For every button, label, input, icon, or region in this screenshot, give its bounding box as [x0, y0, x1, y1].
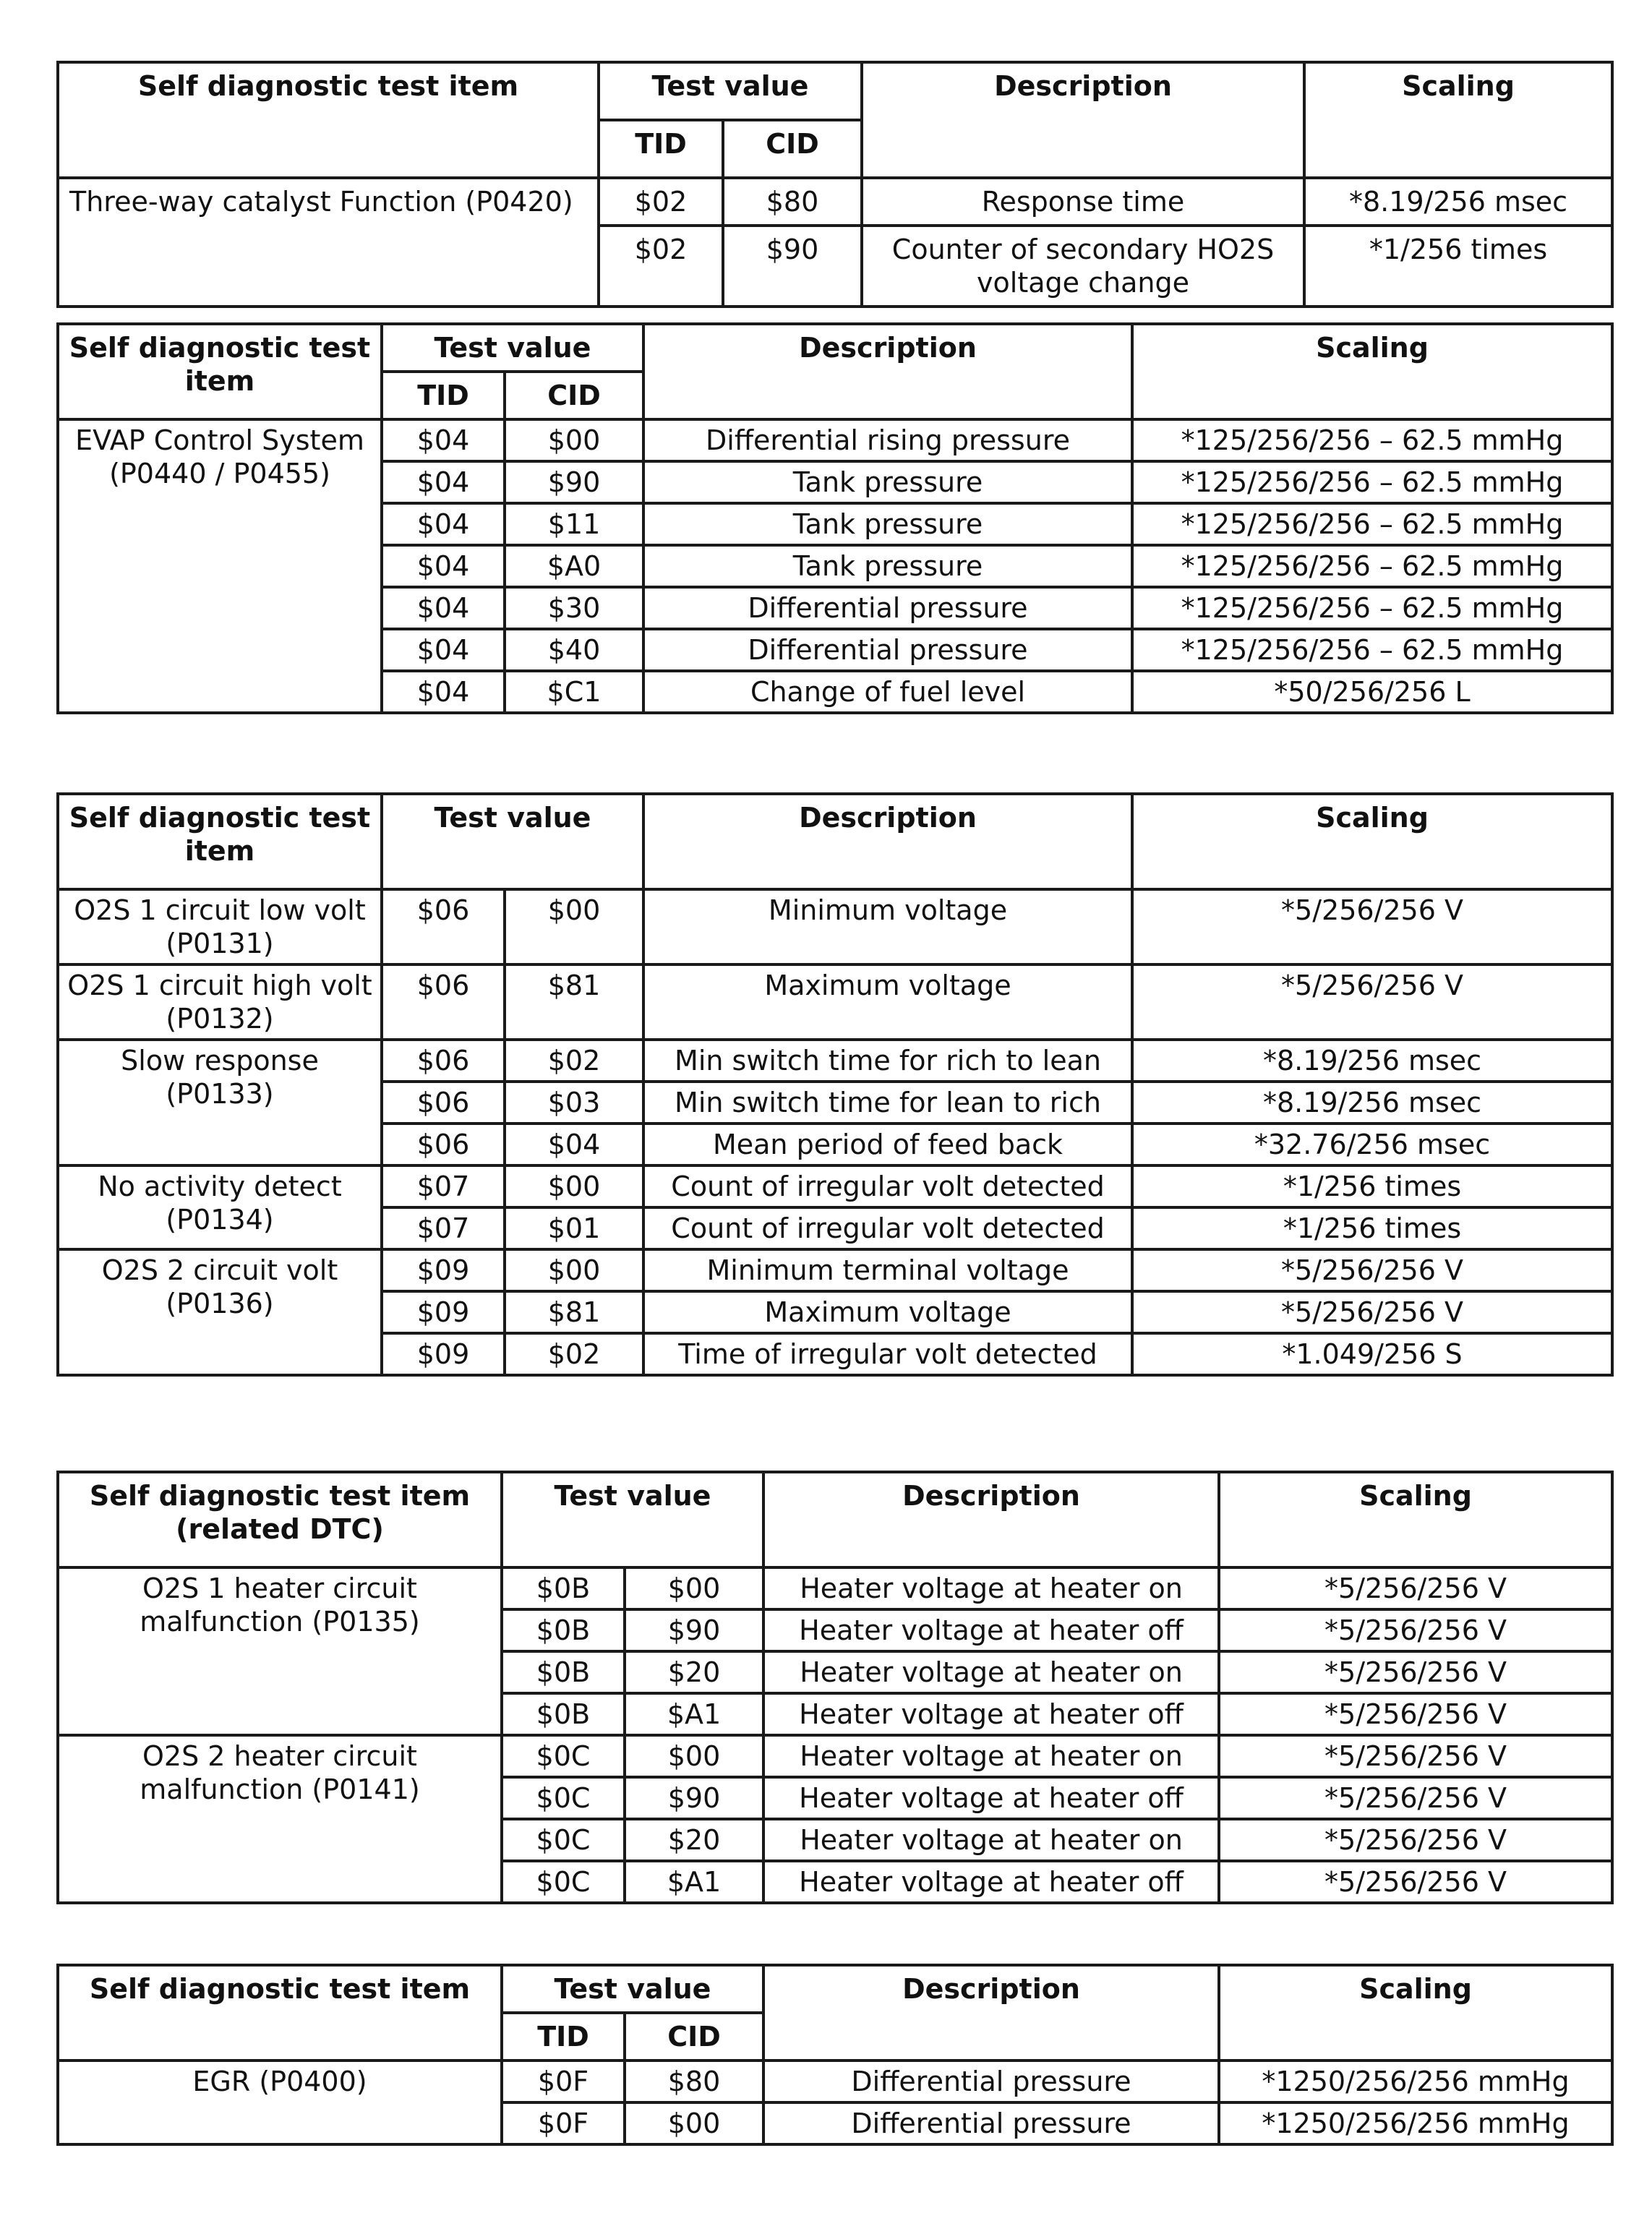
header-tid: TID [599, 120, 723, 178]
diagnostic-table-catalyst [56, 61, 1614, 308]
description-cell: Tank pressure [643, 545, 1132, 587]
header-cid: CID [625, 2013, 763, 2060]
diagnostic-table-heater [56, 1471, 1614, 1904]
description-cell: Count of irregular volt detected [643, 1207, 1132, 1249]
header-test-value: Test value [382, 794, 643, 889]
scaling-cell: *5/256/256 V [1219, 1861, 1612, 1903]
cid-cell: $80 [625, 2060, 763, 2102]
tid-cell: $07 [382, 1207, 505, 1249]
test-item-cell: O2S 1 circuit low volt (P0131) [58, 889, 382, 964]
header-test-value: Test value [599, 62, 862, 120]
tid-cell: $06 [382, 1082, 505, 1124]
scaling-cell: *5/256/256 V [1219, 1693, 1612, 1735]
scaling-cell: *1.049/256 S [1132, 1333, 1612, 1375]
tid-cell: $04 [382, 419, 505, 461]
tid-cell: $04 [382, 503, 505, 545]
description-cell: Heater voltage at heater off [763, 1861, 1219, 1903]
scaling-cell: *5/256/256 V [1219, 1777, 1612, 1819]
header-cid: CID [505, 372, 643, 419]
tid-cell: $0B [502, 1567, 625, 1609]
cid-cell: $81 [505, 964, 643, 1040]
tid-cell: $09 [382, 1291, 505, 1333]
description-cell: Count of irregular volt detected [643, 1165, 1132, 1207]
description-cell: Heater voltage at heater on [763, 1819, 1219, 1861]
scaling-cell: *50/256/256 L [1132, 671, 1612, 713]
description-cell: Differential pressure [763, 2102, 1219, 2144]
test-item-cell: Three-way catalyst Function (P0420) [58, 178, 599, 307]
cid-cell: $20 [625, 1819, 763, 1861]
tid-cell: $0B [502, 1651, 625, 1693]
header-test-item: Self diagnostic test item [58, 1965, 502, 2060]
tid-cell: $0C [502, 1735, 625, 1777]
scaling-cell: *5/256/256 V [1219, 1609, 1612, 1651]
scaling-cell: *5/256/256 V [1219, 1735, 1612, 1777]
scaling-cell: *5/256/256 V [1132, 1291, 1612, 1333]
description-cell: Min switch time for rich to lean [643, 1040, 1132, 1082]
test-item-cell: EVAP Control System (P0440 / P0455) [58, 419, 382, 713]
cid-cell: $00 [625, 1567, 763, 1609]
scaling-cell: *125/256/256 – 62.5 mmHg [1132, 587, 1612, 629]
description-cell: Min switch time for lean to rich [643, 1082, 1132, 1124]
header-tid: TID [382, 372, 505, 419]
header-scaling: Scaling [1304, 62, 1612, 178]
diagnostic-table-evap [56, 322, 1614, 714]
cid-cell: $90 [625, 1777, 763, 1819]
header-scaling: Scaling [1132, 324, 1612, 419]
header-scaling: Scaling [1132, 794, 1612, 889]
cid-cell: $00 [505, 1249, 643, 1291]
header-description: Description [643, 324, 1132, 419]
cid-cell: $00 [505, 1165, 643, 1207]
description-cell: Heater voltage at heater on [763, 1567, 1219, 1609]
scaling-cell: *8.19/256 msec [1132, 1082, 1612, 1124]
header-description: Description [643, 794, 1132, 889]
header-test-value: Test value [502, 1965, 763, 2013]
scaling-cell: *125/256/256 – 62.5 mmHg [1132, 545, 1612, 587]
scaling-cell: *5/256/256 V [1132, 889, 1612, 964]
tid-cell: $04 [382, 587, 505, 629]
description-cell: Response time [862, 178, 1304, 226]
scaling-cell: *5/256/256 V [1132, 1249, 1612, 1291]
test-item-cell: O2S 1 circuit high volt (P0132) [58, 964, 382, 1040]
description-cell: Heater voltage at heater off [763, 1777, 1219, 1819]
description-cell: Minimum voltage [643, 889, 1132, 964]
cid-cell: $A1 [625, 1861, 763, 1903]
tid-cell: $0B [502, 1693, 625, 1735]
test-item-cell: Slow response (P0133) [58, 1040, 382, 1165]
tid-cell: $04 [382, 629, 505, 671]
cid-cell: $01 [505, 1207, 643, 1249]
scaling-cell: *5/256/256 V [1132, 964, 1612, 1040]
cid-cell: $00 [505, 419, 643, 461]
cid-cell: $C1 [505, 671, 643, 713]
scaling-cell: *1/256 times [1304, 226, 1612, 307]
test-item-cell: O2S 1 heater circuit malfunction (P0135) [58, 1567, 502, 1735]
scaling-cell: *1250/256/256 mmHg [1219, 2060, 1612, 2102]
description-cell: Heater voltage at heater on [763, 1735, 1219, 1777]
cid-cell: $A0 [505, 545, 643, 587]
description-cell: Tank pressure [643, 461, 1132, 503]
description-cell: Tank pressure [643, 503, 1132, 545]
tid-cell: $09 [382, 1333, 505, 1375]
diagnostic-table-o2s [56, 792, 1614, 1377]
scaling-cell: *125/256/256 – 62.5 mmHg [1132, 629, 1612, 671]
description-cell: Counter of secondary HO2S voltage change [862, 226, 1304, 307]
diagnostic-table-egr [56, 1964, 1614, 2146]
tid-cell: $09 [382, 1249, 505, 1291]
cid-cell: $80 [723, 178, 862, 226]
description-cell: Heater voltage at heater on [763, 1651, 1219, 1693]
tid-cell: $0B [502, 1609, 625, 1651]
scaling-cell: *1/256 times [1132, 1165, 1612, 1207]
tid-cell: $06 [382, 1124, 505, 1165]
header-description: Description [763, 1965, 1219, 2060]
description-cell: Differential pressure [643, 629, 1132, 671]
header-description: Description [763, 1472, 1219, 1567]
cid-cell: $81 [505, 1291, 643, 1333]
tid-cell: $02 [599, 178, 723, 226]
header-scaling: Scaling [1219, 1472, 1612, 1567]
header-test-item: Self diagnostic test item [58, 62, 599, 178]
test-item-cell: No activity detect (P0134) [58, 1165, 382, 1249]
header-cid: CID [723, 120, 862, 178]
header-test-value: Test value [502, 1472, 763, 1567]
test-item-cell: O2S 2 heater circuit malfunction (P0141) [58, 1735, 502, 1903]
tid-cell: $06 [382, 1040, 505, 1082]
cid-cell: $40 [505, 629, 643, 671]
cid-cell: $90 [625, 1609, 763, 1651]
cid-cell: $A1 [625, 1693, 763, 1735]
header-tid: TID [502, 2013, 625, 2060]
header-description: Description [862, 62, 1304, 178]
scaling-cell: *125/256/256 – 62.5 mmHg [1132, 461, 1612, 503]
cid-cell: $00 [625, 1735, 763, 1777]
description-cell: Differential pressure [763, 2060, 1219, 2102]
header-scaling: Scaling [1219, 1965, 1612, 2060]
cid-cell: $02 [505, 1040, 643, 1082]
cid-cell: $90 [723, 226, 862, 307]
tid-cell: $02 [599, 226, 723, 307]
test-item-cell: O2S 2 circuit volt (P0136) [58, 1249, 382, 1375]
header-test-item: Self diagnostic test item [58, 324, 382, 419]
tid-cell: $04 [382, 545, 505, 587]
test-item-cell: EGR (P0400) [58, 2060, 502, 2144]
description-cell: Time of irregular volt detected [643, 1333, 1132, 1375]
description-cell: Heater voltage at heater off [763, 1693, 1219, 1735]
header-test-item: Self diagnostic test item (related DTC) [58, 1472, 502, 1567]
scaling-cell: *5/256/256 V [1219, 1567, 1612, 1609]
cid-cell: $00 [625, 2102, 763, 2144]
tid-cell: $0F [502, 2060, 625, 2102]
scaling-cell: *5/256/256 V [1219, 1819, 1612, 1861]
cid-cell: $02 [505, 1333, 643, 1375]
tid-cell: $06 [382, 889, 505, 964]
tid-cell: $0C [502, 1819, 625, 1861]
description-cell: Change of fuel level [643, 671, 1132, 713]
header-test-value: Test value [382, 324, 643, 372]
tid-cell: $0C [502, 1861, 625, 1903]
cid-cell: $20 [625, 1651, 763, 1693]
tid-cell: $07 [382, 1165, 505, 1207]
tid-cell: $04 [382, 671, 505, 713]
scaling-cell: *1250/256/256 mmHg [1219, 2102, 1612, 2144]
description-cell: Maximum voltage [643, 1291, 1132, 1333]
scaling-cell: *5/256/256 V [1219, 1651, 1612, 1693]
cid-cell: $90 [505, 461, 643, 503]
cid-cell: $00 [505, 889, 643, 964]
description-cell: Differential pressure [643, 587, 1132, 629]
cid-cell: $04 [505, 1124, 643, 1165]
scaling-cell: *8.19/256 msec [1304, 178, 1612, 226]
tid-cell: $06 [382, 964, 505, 1040]
description-cell: Mean period of feed back [643, 1124, 1132, 1165]
scaling-cell: *1/256 times [1132, 1207, 1612, 1249]
cid-cell: $30 [505, 587, 643, 629]
scaling-cell: *125/256/256 – 62.5 mmHg [1132, 503, 1612, 545]
description-cell: Heater voltage at heater off [763, 1609, 1219, 1651]
tid-cell: $04 [382, 461, 505, 503]
description-cell: Differential rising pressure [643, 419, 1132, 461]
cid-cell: $11 [505, 503, 643, 545]
description-cell: Maximum voltage [643, 964, 1132, 1040]
scaling-cell: *32.76/256 msec [1132, 1124, 1612, 1165]
tid-cell: $0F [502, 2102, 625, 2144]
cid-cell: $03 [505, 1082, 643, 1124]
tid-cell: $0C [502, 1777, 625, 1819]
scaling-cell: *125/256/256 – 62.5 mmHg [1132, 419, 1612, 461]
scaling-cell: *8.19/256 msec [1132, 1040, 1612, 1082]
description-cell: Minimum terminal voltage [643, 1249, 1132, 1291]
header-test-item: Self diagnostic test item [58, 794, 382, 889]
